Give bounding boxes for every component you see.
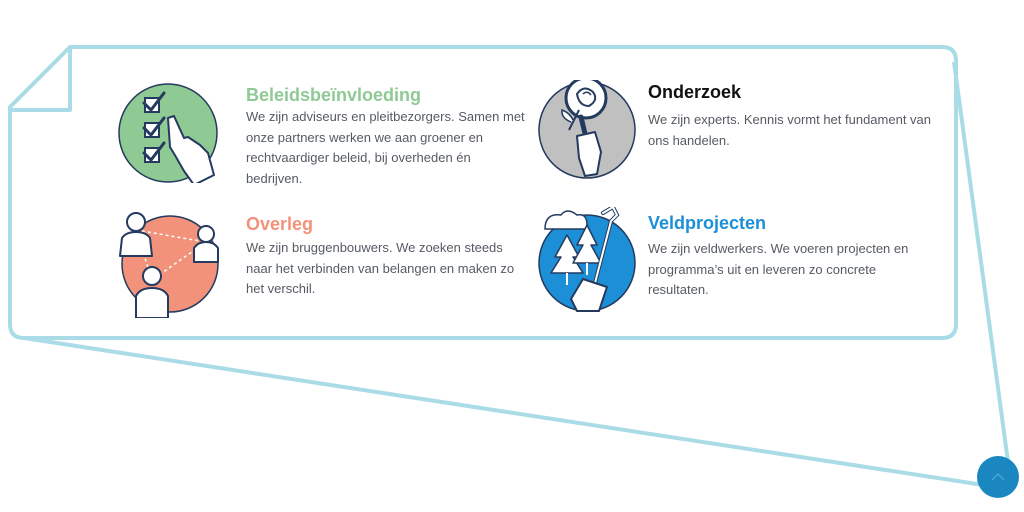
feature-title: Overleg (246, 214, 314, 234)
feature-description: We zijn bruggenbouwers. We zoeken steeds naar het verbinden van belangen en maken zo het verschil. (246, 240, 515, 296)
feature-title: Veldprojecten (648, 213, 767, 233)
magnifier-flower-icon (537, 80, 637, 180)
feature-description: We zijn experts. Kennis vormt het fundament van ons handelen. (648, 112, 932, 148)
feature-description: We zijn adviseurs en pleitbezorgers. Samen met onze partners werken we aan groener en rechtvaardiger beleid, bij overheden én bedrijven. (246, 109, 525, 186)
scroll-to-top-button[interactable] (977, 456, 1019, 498)
people-network-icon (114, 208, 220, 318)
feature-title: Beleidsbeïnvloeding (246, 85, 422, 105)
feature-description: We zijn veldwerkers. We voeren projecten en programma’s uit en leveren zo concrete resultaten. (648, 241, 909, 297)
trees-shovel-icon (537, 207, 639, 313)
feature-title: Onderzoek (648, 82, 742, 102)
checklist-hand-icon (118, 83, 218, 183)
scroll-to-top-icon (977, 456, 1019, 498)
